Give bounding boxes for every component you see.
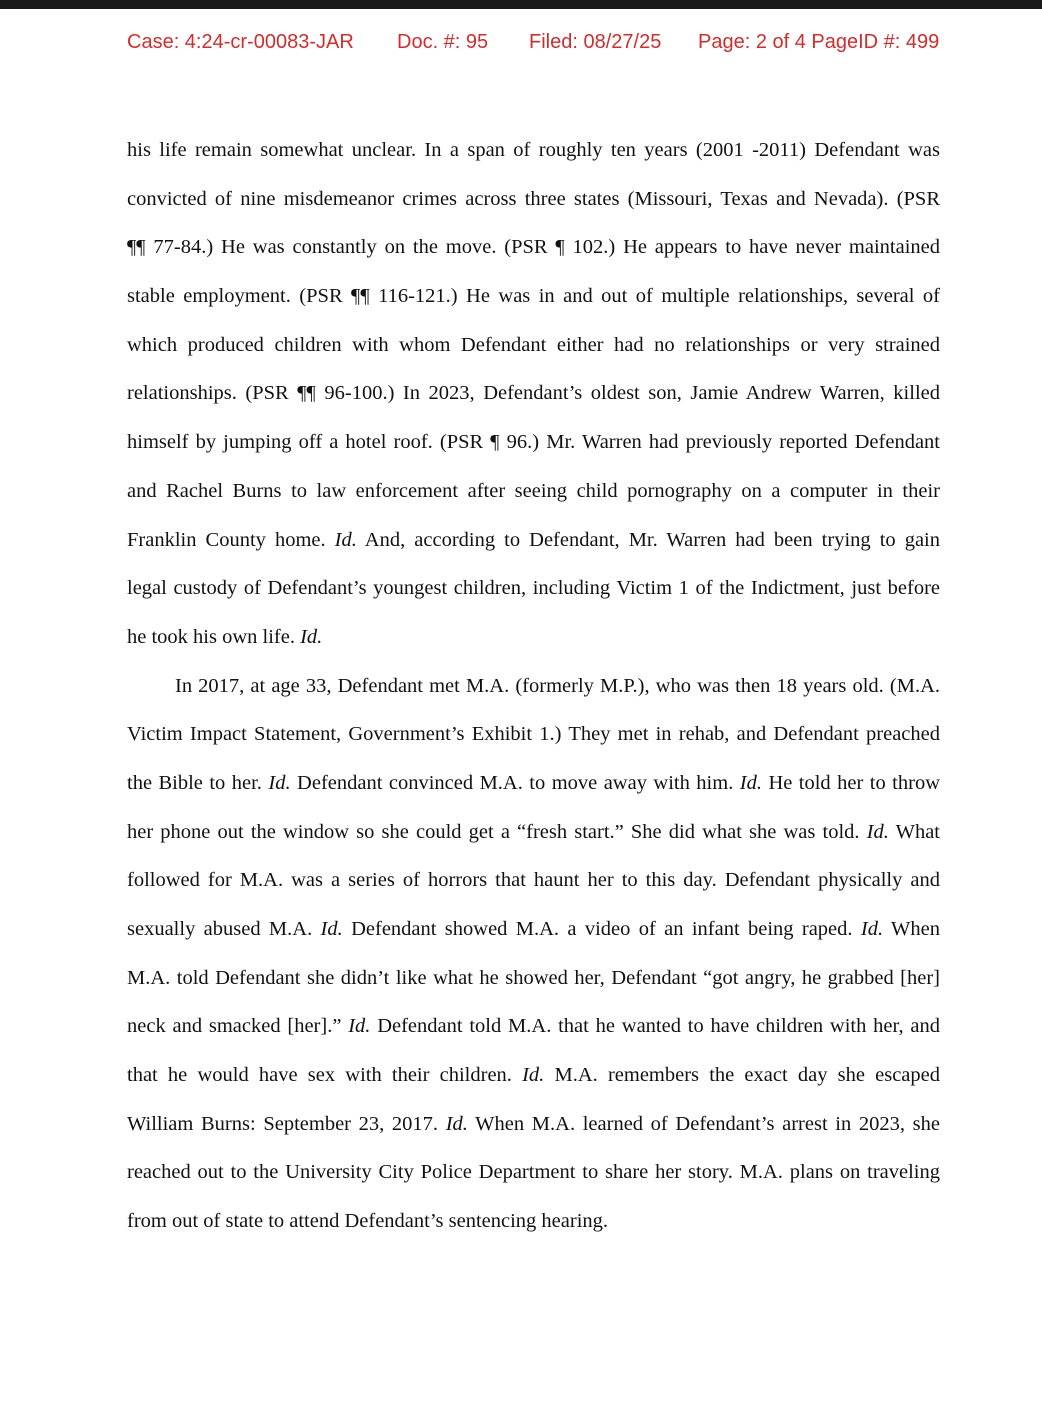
text-line: convicted of nine misdemeanor crimes across three states (Missouri, Texas and Nevada). (PSR bbox=[127, 187, 940, 210]
text-line: which produced children with whom Defendant either had no relationships or very strained bbox=[127, 333, 940, 356]
court-filing-header bbox=[0, 31, 1042, 57]
text-line: Franklin County home. Id. And, according to Defendant, Mr. Warren had been trying to gain bbox=[127, 528, 940, 551]
text-line: Victim Impact Statement, Government’s Exhibit 1.) They met in rehab, and Defendant preached bbox=[127, 723, 940, 746]
paragraph-1 bbox=[127, 126, 940, 662]
text-line: the Bible to her. Id. Defendant convinced M.A. to move away with him. Id. He told her to throw bbox=[127, 771, 940, 794]
text-line: sexually abused M.A. Id. Defendant showed M.A. a video of an infant being raped. Id. When bbox=[127, 918, 940, 940]
text-line: relationships. (PSR ¶¶ 96-100.) In 2023, Defendant’s oldest son, Jamie Andrew Warren, killed bbox=[127, 382, 940, 405]
text-line: ¶¶ 77-84.) He was constantly on the move. (PSR ¶ 102.) He appears to have never maintained bbox=[127, 236, 940, 259]
text-line: neck and smacked [her].” Id. Defendant told M.A. that he wanted to have children with her, and bbox=[127, 1015, 940, 1038]
text-line: stable employment. (PSR ¶¶ 116-121.) He was in and out of multiple relationships, several of bbox=[127, 285, 940, 308]
text-line: his life remain somewhat unclear. In a span of roughly ten years (2001 -2011) Defendant was bbox=[127, 139, 940, 161]
document-number: Doc. #: 95 bbox=[397, 31, 489, 53]
filed-date: Filed: 08/27/25 bbox=[529, 31, 662, 53]
text-line: In 2017, at age 33, Defendant met M.A. (formerly M.P.), who was then 18 years old. (M.A. bbox=[175, 674, 940, 697]
top-edge-bar bbox=[0, 0, 1042, 9]
text-line: he took his own life. Id. bbox=[127, 625, 323, 648]
text-line: from out of state to attend Defendant’s sentencing hearing. bbox=[127, 1210, 609, 1233]
text-line: William Burns: September 23, 2017. Id. When M.A. learned of Defendant’s arrest in 2023, she bbox=[127, 1112, 940, 1135]
text-line: himself by jumping off a hotel roof. (PSR ¶ 96.) Mr. Warren had previously reported Defendant bbox=[127, 431, 940, 454]
document-body bbox=[127, 126, 940, 1246]
page-and-pageid: Page: 2 of 4 PageID #: 499 bbox=[698, 31, 940, 53]
text-line: M.A. told Defendant she didn’t like what he showed her, Defendant “got angry, he grabbed [her] bbox=[127, 966, 940, 989]
case-number: Case: 4:24-cr-00083-JAR bbox=[127, 31, 354, 53]
text-line: that he would have sex with their children. Id. M.A. remembers the exact day she escaped bbox=[127, 1064, 941, 1087]
text-line: reached out to the University City Police Department to share her story. M.A. plans on traveling bbox=[127, 1161, 940, 1184]
text-line: legal custody of Defendant’s youngest children, including Victim 1 of the Indictment, just before bbox=[127, 577, 940, 600]
text-line: followed for M.A. was a series of horrors that haunt her to this day. Defendant physically and bbox=[127, 869, 940, 892]
text-line: her phone out the window so she could get a “fresh start.” She did what she was told. Id. What bbox=[127, 820, 940, 843]
paragraph-2 bbox=[127, 662, 940, 1246]
text-line: and Rachel Burns to law enforcement after seeing child pornography on a computer in their bbox=[127, 479, 940, 502]
